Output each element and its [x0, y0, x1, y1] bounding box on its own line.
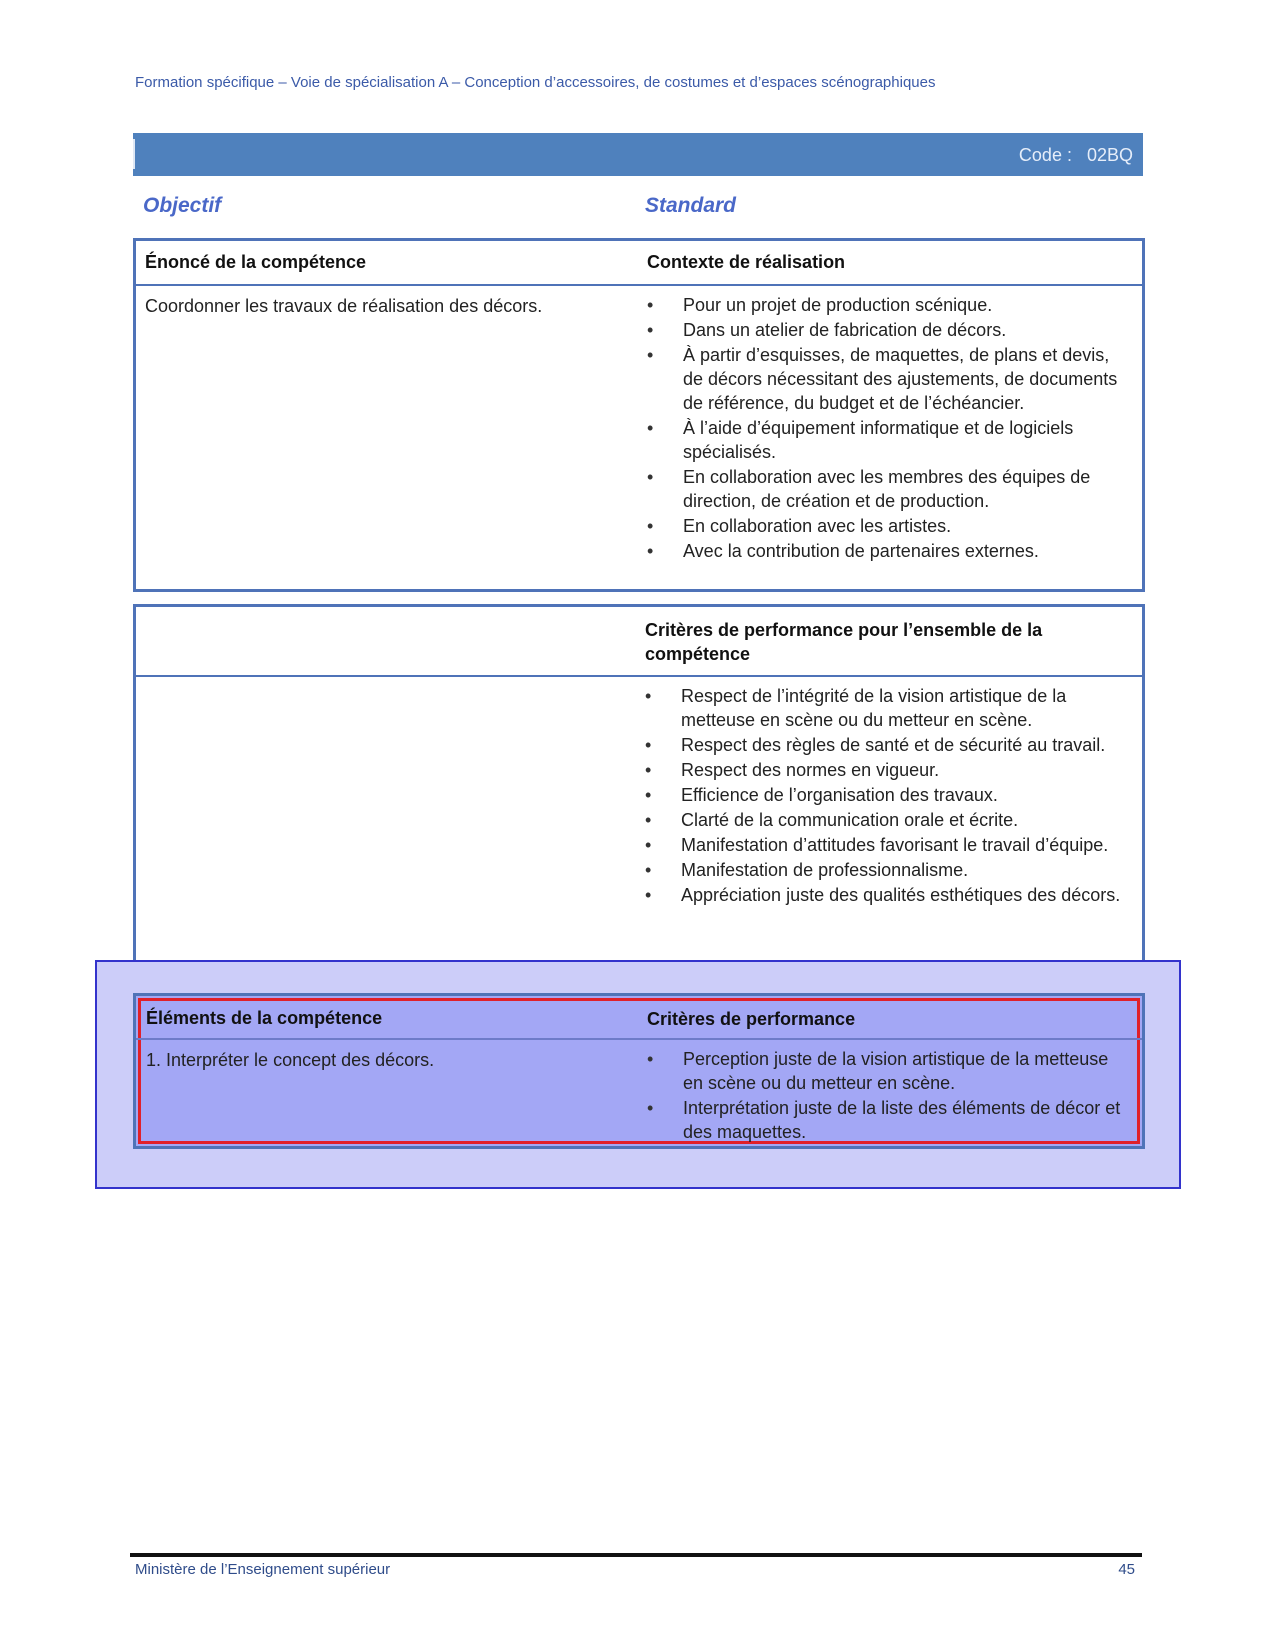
- elements-header: Éléments de la compétence: [146, 1008, 383, 1028]
- list-item: • Appréciation juste des qualités esthétiques des décors.: [645, 883, 1130, 907]
- running-head: Formation spécifique – Voie de spécialisation A – Conception d’accessoires, de costumes et d’espaces scénographiques: [135, 74, 936, 91]
- competency-code: Code : 02BQ: [1018, 145, 1133, 165]
- footer-rule: [130, 1553, 1142, 1557]
- overall-criteria-header: Critères de performance pour l’ensemble de la compétence: [645, 620, 1043, 664]
- list-item: • Respect des règles de santé et de sécurité au travail.: [645, 733, 1130, 757]
- list-item: • À partir d’esquisses, de maquettes, de plans et devis, de décors nécessitant des ajustements, de documents de référence, du budget et de l’échéancier.: [647, 343, 1132, 415]
- footer-ministry: Ministère de l’Enseignement supérieur: [135, 1561, 391, 1578]
- table-header: [136, 241, 1142, 286]
- list-item: • Respect de l’intégrité de la vision artistique de la metteuse en scène ou du metteur en scène.: [645, 684, 1130, 732]
- elements-criteria-table: [133, 993, 1145, 1149]
- statement-header: Énoncé de la compétence: [145, 252, 367, 272]
- list-item: • Dans un atelier de fabrication de décors.: [647, 318, 1132, 342]
- overall-criteria-table: [133, 604, 1145, 984]
- list-item: • Clarté de la communication orale et écrite.: [645, 808, 1130, 832]
- context-list: [647, 293, 1132, 564]
- list-item: • En collaboration avec les artistes.: [647, 514, 1132, 538]
- statement-context-table: [133, 238, 1145, 592]
- table-header: [136, 996, 1142, 1040]
- list-item: • À l’aide d’équipement informatique et de logiciels spécialisés.: [647, 416, 1132, 464]
- list-item: • Avec la contribution de partenaires externes.: [647, 539, 1132, 563]
- criteria-header: Critères de performance: [647, 1009, 856, 1029]
- element-item: 1. Interpréter le concept des décors.: [146, 1050, 435, 1070]
- list-item: • Respect des normes en vigueur.: [645, 758, 1130, 782]
- criteria-list: [647, 1047, 1132, 1145]
- list-item: • Pour un projet de production scénique.: [647, 293, 1132, 317]
- page-number: 45: [1118, 1561, 1135, 1578]
- list-item: • En collaboration avec les membres des équipes de direction, de création et de production.: [647, 465, 1132, 513]
- context-header: Contexte de réalisation: [647, 252, 846, 272]
- standard-title: Standard: [645, 194, 737, 217]
- list-item: • Interprétation juste de la liste des éléments de décor et des maquettes.: [647, 1096, 1132, 1144]
- list-item: • Manifestation de professionnalisme.: [645, 858, 1130, 882]
- competency-statement: Coordonner les travaux de réalisation des décors.: [145, 296, 543, 316]
- overall-criteria-list: [645, 684, 1130, 908]
- table-header: [136, 607, 1142, 677]
- list-item: • Efficience de l’organisation des travaux.: [645, 783, 1130, 807]
- list-item: • Perception juste de la vision artistique de la metteuse en scène ou du metteur en scène.: [647, 1047, 1132, 1095]
- code-banner: [133, 133, 1143, 176]
- banner-tick: [133, 139, 135, 169]
- list-item: • Manifestation d’attitudes favorisant le travail d’équipe.: [645, 833, 1130, 857]
- objective-title: Objectif: [143, 194, 222, 217]
